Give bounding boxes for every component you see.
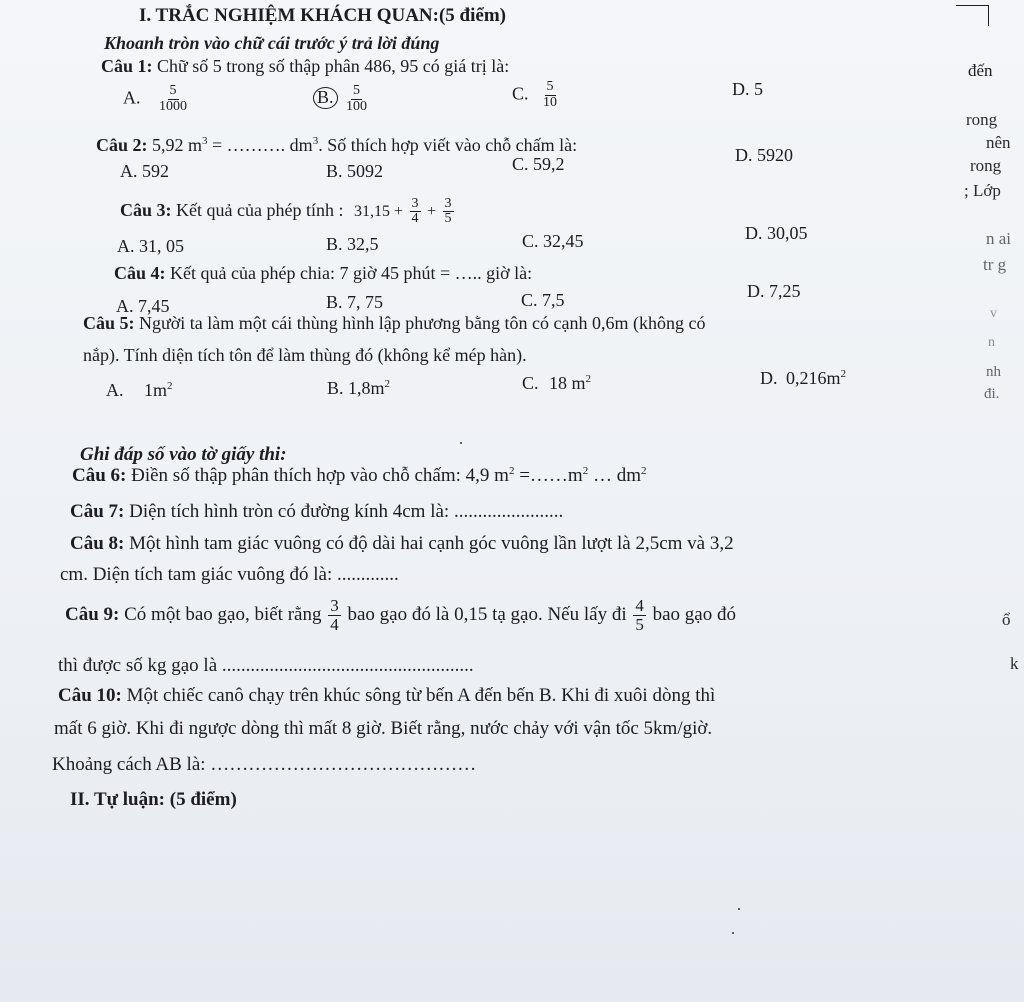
q1-a-fraction [157, 84, 189, 114]
next-page-fragment-11: đi. [984, 386, 1000, 402]
q9-fraction-2 [633, 597, 646, 634]
q10-question-line1 [58, 686, 715, 705]
q1-b-numerator: 5 [353, 83, 361, 98]
q9-t2: bao gạo đó là 0,15 tạ gạo. Nếu lấy đi [347, 604, 627, 625]
q5-b-sq: 2 [384, 378, 391, 390]
q1-label: Câu 1: [101, 56, 153, 76]
next-page-fragment-4: rong [970, 156, 1002, 175]
q3-expr-start: 31,15 + [353, 203, 403, 220]
q10-line3: Khoảng cách AB là: …………………………………… [52, 754, 477, 775]
next-page-fragment-13: k [1010, 654, 1019, 673]
next-page-fragment-6: n ai [986, 229, 1012, 248]
q5-label: Câu 5: [83, 313, 135, 333]
q8-line1: Một hình tam giác vuông có độ dài hai cạnh góc vuông lần lượt là 2,5cm và 3,2 [129, 533, 734, 554]
paper-speck [738, 908, 740, 910]
q2-lhs: 5,92 m [152, 135, 203, 155]
corner-box-mark [956, 5, 989, 26]
q10-label: Câu 10: [58, 685, 122, 706]
q10-line2: mất 6 giờ. Khi đi ngược dòng thì mất 8 giờ. Biết rằng, nước chảy với vận tốc 5km/giờ. [54, 718, 713, 739]
q9-f2-denominator: 5 [635, 615, 644, 635]
section1-instruction: Khoanh tròn vào chữ cái trước ý trả lời đúng [104, 33, 440, 53]
q1-c-letter: C. [512, 83, 529, 104]
q5-b-letter: B. [327, 378, 344, 398]
q6-label: Câu 6: [72, 465, 127, 486]
q2-mid: = ………. dm [207, 135, 313, 155]
q7-question [70, 502, 563, 521]
next-page-fragment-5: ; Lớp [964, 181, 1001, 200]
q1-c-fraction [541, 80, 559, 110]
q5-d-letter: D. [760, 368, 778, 388]
q9-t1: Có một bao gạo, biết rằng [124, 604, 322, 625]
q5-c-letter: C. [522, 373, 539, 393]
q5-line2: nắp). Tính diện tích tôn để làm thùng đó (không kể mép hàn). [83, 345, 527, 365]
q4-label: Câu 4: [114, 263, 166, 283]
q2-question [96, 136, 577, 154]
q3-option-b: B. 32,5 [326, 234, 379, 254]
q7-label: Câu 7: [70, 501, 125, 522]
q1-b-fraction [344, 84, 369, 114]
q3-plus: + [427, 203, 437, 220]
q8-line2: cm. Diện tích tam giác vuông đó là: ............. [60, 564, 399, 585]
q4-text: Kết quả của phép chia: 7 giờ 45 phút = ….. giờ là: [170, 263, 533, 283]
q3-option-c: C. 32,45 [522, 231, 584, 251]
q6-sq-3: 2 [641, 465, 647, 477]
q5-b-value: 1,8m [348, 378, 385, 398]
q1-a-numerator: 5 [169, 83, 177, 98]
q3-option-d: D. 30,05 [745, 223, 808, 243]
q3-text: Kết quả của phép tính : [176, 200, 344, 220]
section2-title: II. Tự luận: (5 điểm) [70, 789, 237, 810]
q2-option-d: D. 5920 [735, 145, 793, 165]
q3-f1-denominator: 4 [411, 211, 419, 227]
q6-part2: =……m [514, 465, 583, 486]
q2-rest: . Số thích hợp viết vào chỗ chấm là: [318, 135, 578, 155]
q9-question-line1 [65, 594, 736, 636]
q7-text: Diện tích hình tròn có đường kính 4cm là: ....................... [129, 501, 564, 522]
q4-option-d: D. 7,25 [747, 281, 801, 301]
next-page-fragment-8: v [990, 306, 997, 321]
next-page-fragment-1: đến [968, 61, 993, 80]
q5-option-a [106, 381, 173, 399]
q4-question [114, 264, 532, 282]
q10-line1: Một chiếc canô chạy trên khúc sông từ bến A đến bến B. Khi đi xuôi dòng thì [126, 685, 716, 706]
q5-d-sq: 2 [840, 368, 847, 380]
q1-option-b [313, 84, 371, 114]
q6-sq-2: 2 [582, 465, 589, 477]
q9-label: Câu 9: [65, 604, 120, 625]
q5-c-value: 18 m [549, 373, 586, 393]
q5-a-value: 1m [144, 380, 168, 400]
q3-label: Câu 3: [120, 200, 172, 220]
q5-question-line1 [83, 314, 705, 332]
q2-exp-1: 3 [202, 135, 208, 147]
q9-t3: bao gạo đó [652, 604, 736, 625]
next-page-fragment-2: rong [966, 110, 998, 129]
q1-c-numerator: 5 [546, 79, 554, 94]
q9-fraction-1 [328, 597, 341, 634]
paper-speck [460, 442, 462, 444]
q6-sq-1: 2 [508, 465, 515, 477]
next-page-fragment-12: ổ [1002, 610, 1011, 629]
next-page-fragment-9: n [988, 335, 995, 350]
q5-option-b [327, 379, 390, 397]
next-page-fragment-7: tr g [983, 255, 1007, 274]
q6-text: Điền số thập phân thích hợp vào chỗ chấm: 4,9 m [131, 465, 509, 486]
section-fill-title: Ghi đáp số vào tờ giấy thi: [80, 444, 287, 465]
q2-label: Câu 2: [96, 135, 148, 155]
q3-fraction-1 [410, 197, 421, 227]
section1-title: I. TRẮC NGHIỆM KHÁCH QUAN:(5 điểm) [139, 5, 506, 26]
q9-f1-denominator: 4 [330, 615, 339, 635]
paper-speck [732, 932, 734, 934]
q1-a-denominator: 1000 [159, 98, 187, 114]
q5-d-value: 0,216m [786, 368, 841, 388]
q1-option-d: D. 5 [732, 79, 763, 99]
q1-option-c [512, 80, 561, 110]
q5-a-sq: 2 [167, 380, 173, 392]
q5-line1: Người ta làm một cái thùng hình lập phương bằng tôn có cạnh 0,6m (không có [139, 313, 706, 333]
q4-option-b: B. 7, 75 [326, 292, 384, 312]
q2-option-c: C. 59,2 [512, 154, 565, 174]
q2-exp-2: 3 [312, 135, 319, 147]
q1-text: Chữ số 5 trong số thập phân 486, 95 có giá trị là: [157, 56, 510, 76]
q3-fraction-2 [443, 197, 454, 227]
q2-option-a: A. 592 [120, 161, 169, 181]
q1-question [101, 57, 509, 75]
q1-a-letter: A. [123, 87, 141, 108]
q2-option-b: B. 5092 [326, 161, 384, 181]
q5-option-d [760, 369, 846, 387]
q4-option-a: A. 7,45 [116, 296, 170, 316]
q5-option-c [522, 374, 591, 392]
next-page-fragment-3: nên [986, 133, 1011, 152]
q5-a-letter: A. [106, 380, 124, 400]
q5-c-sq: 2 [585, 373, 592, 385]
q6-part3: … dm [588, 465, 641, 486]
next-page-fragment-10: nh [986, 364, 1001, 380]
q1-option-a [123, 84, 191, 114]
q8-label: Câu 8: [70, 533, 125, 554]
q3-option-a: A. 31, 05 [117, 236, 184, 256]
q3-f2-denominator: 5 [444, 211, 452, 227]
q3-f2-numerator: 3 [444, 195, 452, 211]
q1-b-letter-circled: B. [313, 87, 338, 109]
q6-question [72, 466, 647, 485]
q1-b-denominator: 100 [346, 98, 368, 114]
q9-f2-numerator: 4 [635, 596, 644, 616]
q3-question [120, 190, 456, 232]
q8-question-line1 [70, 534, 734, 553]
q3-f1-numerator: 3 [411, 195, 419, 211]
q9-f1-numerator: 3 [330, 596, 339, 616]
q1-c-denominator: 10 [543, 94, 558, 110]
q9-line2: thì được số kg gạo là ..................................................... [58, 655, 474, 676]
q4-option-c: C. 7,5 [521, 290, 565, 310]
